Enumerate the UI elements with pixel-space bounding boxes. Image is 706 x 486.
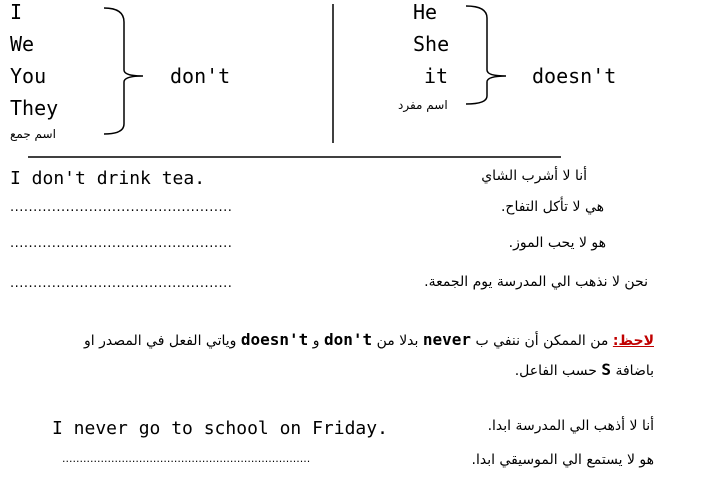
exercise1-answer-1: I don't drink tea.: [10, 168, 206, 189]
pronoun-it: it: [424, 64, 449, 88]
keyword-s: S: [601, 360, 612, 379]
note-label: لاحظ:: [612, 333, 654, 349]
note-line-1: [84, 330, 654, 349]
pronoun-they: They: [10, 96, 59, 120]
left-brace: [104, 8, 143, 134]
pronoun-we: We: [10, 32, 35, 56]
exercise1-answer-2: ................................................: [10, 200, 233, 215]
pronoun-she: She: [413, 32, 450, 56]
exercise2-answer-2: .......................................................................: [62, 452, 311, 465]
singular-noun-label: اسم مفرد: [398, 98, 448, 112]
note-text-3: وياتي الفعل في المصدر او: [84, 333, 237, 349]
keyword-dont: don't: [323, 330, 373, 349]
pronoun-you: You: [10, 64, 47, 88]
aux-dont: don't: [170, 64, 231, 88]
pronoun-he: He: [413, 0, 438, 24]
plural-noun-label: اسم جمع: [10, 127, 56, 141]
exercise1-prompt-1: أنا لا أشرب الشاي: [481, 168, 587, 184]
pronoun-i: I: [10, 0, 23, 24]
note-text-1: من الممكن أن ننفي ب: [475, 333, 609, 349]
exercise2-prompt-1: أنا لا أذهب الي المدرسة ابدا.: [487, 418, 654, 434]
note-text-5: حسب الفاعل.: [514, 363, 597, 379]
note-and: و: [312, 333, 320, 349]
exercise1-answer-4: ................................................: [10, 276, 233, 291]
exercise2-prompt-2: هو لا يستمع الي الموسيقي ابدا.: [471, 452, 654, 468]
right-brace: [466, 6, 506, 104]
keyword-never: never: [422, 330, 472, 349]
note-text-2: بدلا من: [376, 333, 419, 349]
exercise1-prompt-3: هو لا يحب الموز.: [508, 235, 606, 251]
exercise1-prompt-2: هي لا تأكل التفاح.: [500, 199, 604, 215]
note-line-2: [515, 360, 654, 379]
keyword-doesnt: doesn't: [240, 330, 309, 349]
exercise2-answer-1: I never go to school on Friday.: [52, 418, 388, 439]
exercise1-answer-3: ................................................: [10, 236, 233, 251]
exercise1-prompt-4: نحن لا نذهب الي المدرسة يوم الجمعة.: [424, 274, 648, 290]
aux-doesnt: doesn't: [532, 64, 617, 88]
note-text-4: باضافة: [615, 363, 654, 379]
